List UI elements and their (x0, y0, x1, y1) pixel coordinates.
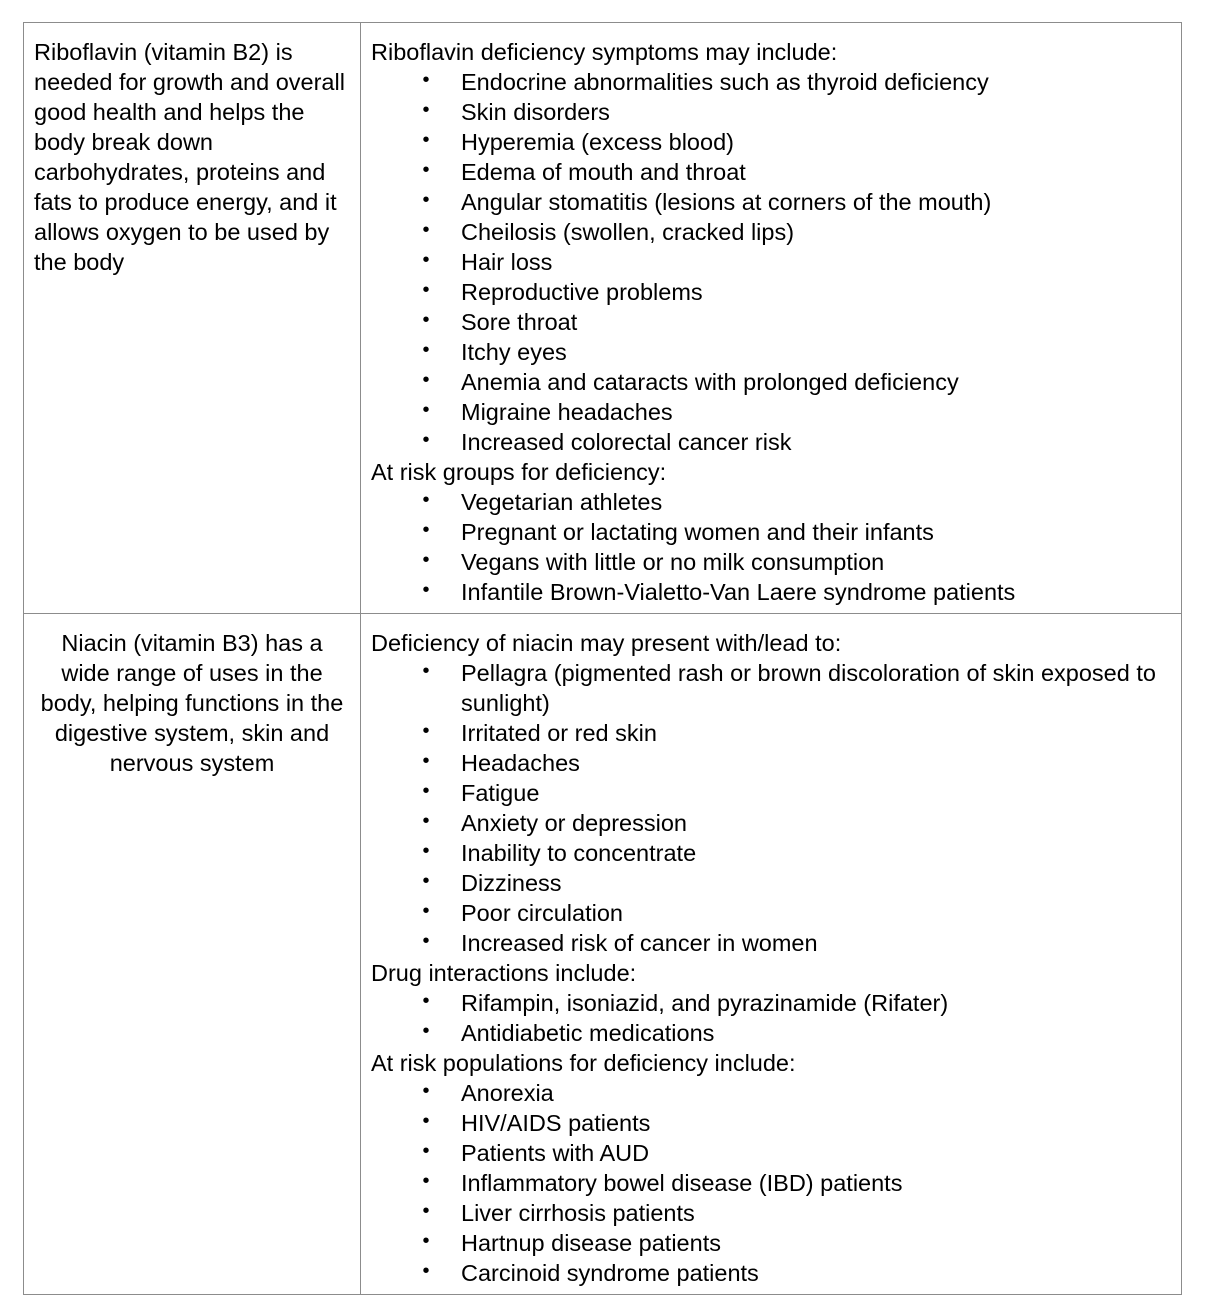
riboflavin-description: Riboflavin (vitamin B2) is needed for growth and overall good health and helps the body break down carbohydrates, proteins and fats to produce energy, and it allows oxygen to be used by the body (34, 39, 345, 275)
bullet-icon: • (422, 1170, 430, 1192)
list-item: • Hyperemia (excess blood) (371, 127, 1171, 157)
list-item: • Hair loss (371, 247, 1171, 277)
bullet-icon: • (422, 309, 430, 331)
list-item: • Vegans with little or no milk consumption (371, 547, 1171, 577)
list-item: • Anemia and cataracts with prolonged deficiency (371, 367, 1171, 397)
list-item: • Skin disorders (371, 97, 1171, 127)
list-item: • Itchy eyes (371, 337, 1171, 367)
list-item: • Increased risk of cancer in women (371, 928, 1171, 958)
list-item: • Irritated or red skin (371, 718, 1171, 748)
bullet-icon: • (422, 780, 430, 802)
bullet-icon: • (422, 519, 430, 541)
niacin-deficiency-heading: Deficiency of niacin may present with/lead to: (371, 630, 842, 656)
riboflavin-details-cell (361, 23, 1182, 614)
riboflavin-risk-list (371, 487, 1171, 607)
bullet-icon: • (422, 1230, 430, 1252)
list-item: • Reproductive problems (371, 277, 1171, 307)
table-row-niacin (24, 614, 1182, 1295)
list-item: • Infantile Brown-Vialetto-Van Laere syndrome patients (371, 577, 1171, 607)
list-item: • Edema of mouth and throat (371, 157, 1171, 187)
riboflavin-symptoms-heading: Riboflavin deficiency symptoms may include: (371, 39, 838, 65)
niacin-risk-heading: At risk populations for deficiency include: (371, 1050, 796, 1076)
bullet-icon: • (422, 489, 430, 511)
list-item: • Sore throat (371, 307, 1171, 337)
riboflavin-symptoms-list (371, 67, 1171, 457)
list-item: • Dizziness (371, 868, 1171, 898)
list-item: • Headaches (371, 748, 1171, 778)
list-item: • Hartnup disease patients (371, 1228, 1171, 1258)
riboflavin-description-cell (24, 23, 361, 614)
bullet-icon: • (422, 720, 430, 742)
list-item: • Angular stomatitis (lesions at corners of the mouth) (371, 187, 1171, 217)
bullet-icon: • (422, 99, 430, 121)
list-item: • Increased colorectal cancer risk (371, 427, 1171, 457)
bullet-icon: • (422, 750, 430, 772)
bullet-icon: • (422, 549, 430, 571)
riboflavin-risk-heading: At risk groups for deficiency: (371, 459, 667, 485)
list-item: • Carcinoid syndrome patients (371, 1258, 1171, 1288)
bullet-icon: • (422, 339, 430, 361)
bullet-icon: • (422, 429, 430, 451)
table-row-riboflavin (24, 23, 1182, 614)
bullet-icon: • (422, 930, 430, 952)
list-item: • Pregnant or lactating women and their infants (371, 517, 1171, 547)
bullet-icon: • (422, 579, 430, 601)
niacin-drug-interactions-heading: Drug interactions include: (371, 960, 637, 986)
bullet-icon: • (422, 129, 430, 151)
bullet-icon: • (422, 69, 430, 91)
list-item: • Anxiety or depression (371, 808, 1171, 838)
list-item: • Poor circulation (371, 898, 1171, 928)
list-item: • Anorexia (371, 1078, 1171, 1108)
bullet-icon: • (422, 159, 430, 181)
vitamin-info-table (23, 22, 1182, 1295)
bullet-icon: • (422, 1020, 430, 1042)
bullet-icon: • (422, 399, 430, 421)
bullet-icon: • (422, 660, 430, 682)
bullet-icon: • (422, 1080, 430, 1102)
list-item: • Liver cirrhosis patients (371, 1198, 1171, 1228)
list-item: • HIV/AIDS patients (371, 1108, 1171, 1138)
niacin-risk-list (371, 1078, 1171, 1288)
list-item: • Antidiabetic medications (371, 1018, 1171, 1048)
bullet-icon: • (422, 219, 430, 241)
niacin-details-cell (361, 614, 1182, 1295)
bullet-icon: • (422, 1110, 430, 1132)
niacin-drug-interactions-list (371, 988, 1171, 1048)
list-item: • Inflammatory bowel disease (IBD) patients (371, 1168, 1171, 1198)
list-item: • Cheilosis (swollen, cracked lips) (371, 217, 1171, 247)
bullet-icon: • (422, 870, 430, 892)
bullet-icon: • (422, 900, 430, 922)
bullet-icon: • (422, 1200, 430, 1222)
list-item: • Endocrine abnormalities such as thyroid deficiency (371, 67, 1171, 97)
bullet-icon: • (422, 369, 430, 391)
bullet-icon: • (422, 189, 430, 211)
list-item: • Patients with AUD (371, 1138, 1171, 1168)
bullet-icon: • (422, 1140, 430, 1162)
list-item: • Rifampin, isoniazid, and pyrazinamide (Rifater) (371, 988, 1171, 1018)
list-item: • Migraine headaches (371, 397, 1171, 427)
niacin-description: Niacin (vitamin B3) has a wide range of uses in the body, helping functions in the digestive system, skin and nervous system (40, 630, 344, 776)
list-item: • Vegetarian athletes (371, 487, 1171, 517)
list-item: • Pellagra (pigmented rash or brown discoloration of skin exposed to sunlight) (371, 658, 1171, 718)
bullet-icon: • (422, 249, 430, 271)
bullet-icon: • (422, 810, 430, 832)
list-item: • Inability to concentrate (371, 838, 1171, 868)
bullet-icon: • (422, 840, 430, 862)
niacin-description-cell (24, 614, 361, 1295)
list-item: • Fatigue (371, 778, 1171, 808)
niacin-deficiency-list (371, 658, 1171, 958)
bullet-icon: • (422, 1260, 430, 1282)
bullet-icon: • (422, 990, 430, 1012)
bullet-icon: • (422, 279, 430, 301)
